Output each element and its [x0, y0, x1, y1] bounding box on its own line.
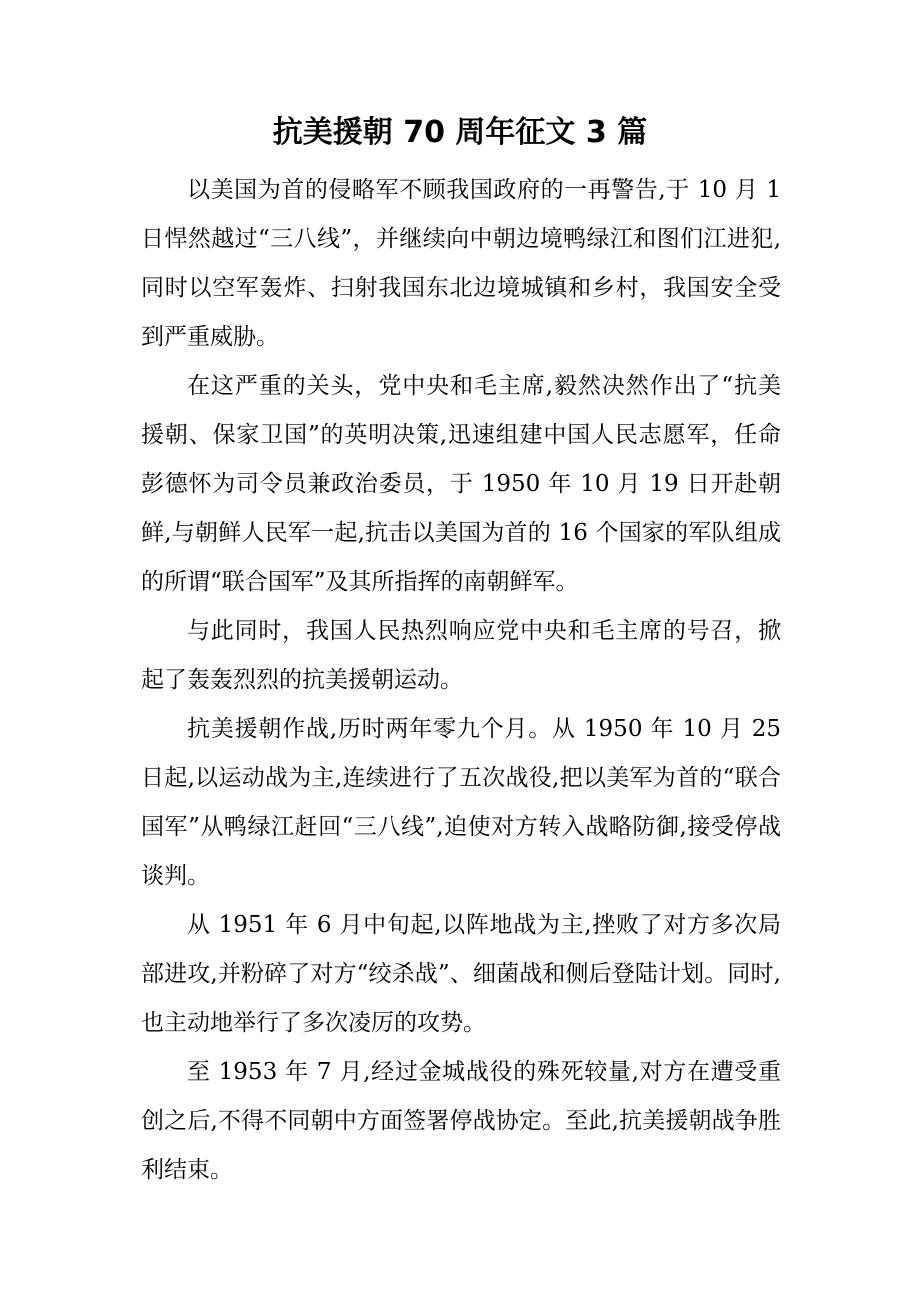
paragraph-5: 从 1951 年 6 月中旬起,以阵地战为主,挫败了对方多次局部进攻,并粉碎了对方“绞杀战”、细菌战和侧后登陆计划。同时,也主动地举行了多次凌厉的攻势。 [141, 912, 781, 1036]
paragraph-1: 以美国为首的侵略军不顾我国政府的一再警告,于 10 月 1 日悍然越过“三八线”，并继续向中朝边境鸭绿江和图们江进犯,同时以空军轰炸、扫射我国东北边境城镇和乡村，我国安全受到严重威胁。 [141, 177, 781, 350]
document-body [141, 166, 781, 1195]
paragraph-3: 与此同时，我国人民热烈响应党中央和毛主席的号召，掀起了轰轰烈烈的抗美援朝运动。 [141, 618, 781, 693]
document-title: 抗美援朝 70 周年征文 3 篇 [272, 115, 648, 150]
paragraph-4: 抗美援朝作战,历时两年零九个月。从 1950 年 10 月 25 日起,以运动战为主,连续进行了五次战役,把以美军为首的“联合国军”从鸭绿江赶回“三八线”,迫使对方转入战略防御,接受停战谈判。 [141, 716, 781, 889]
paragraph-2: 在这严重的关头，党中央和毛主席,毅然决然作出了“抗美援朝、保家卫国”的英明决策,迅速组建中国人民志愿军，任命彭德怀为司令员兼政治委员，于 1950 年 10 月 19 日开赴朝鲜,与朝鲜人民军一起,抗击以美国为首的 16 个国家的军队组成的所谓“联合国军”及其所指挥的南朝鲜军。 [141, 373, 781, 595]
paragraph-6: 至 1953 年 7 月,经过金城战役的殊死较量,对方在遭受重创之后,不得不同朝中方面签署停战协定。至此,抗美援朝战争胜利结束。 [141, 1059, 781, 1183]
